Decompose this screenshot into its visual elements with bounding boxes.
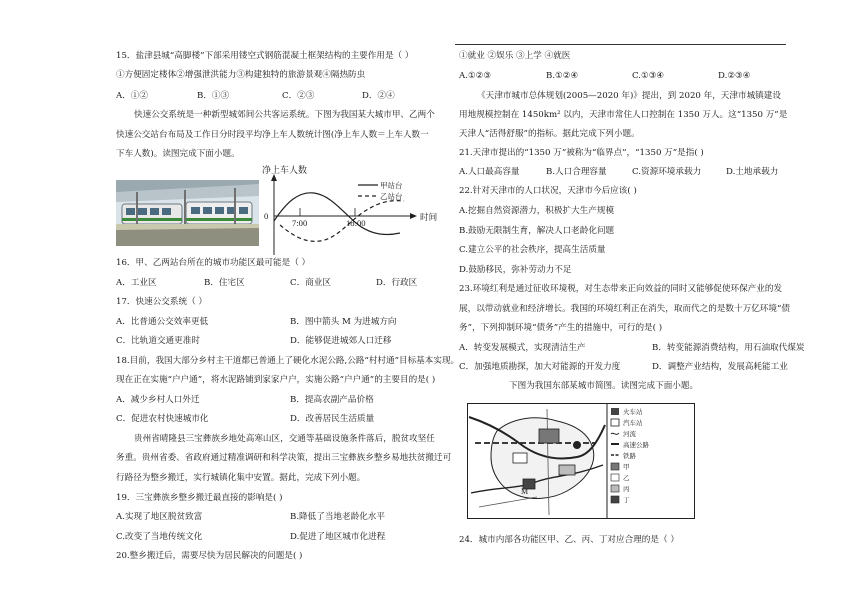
q20-option-a[interactable]: A.①②③ <box>459 71 492 81</box>
map-intro: 下图为我国东部某城市简图。读图完成下面小题。 <box>509 381 699 391</box>
q17-option-c[interactable]: C．比轨道交通更准时 <box>116 336 200 346</box>
intro-guizhou-line3: 行路径为整乡搬迁，实行城镇化集中安置。据此，完成下列小题。 <box>116 473 366 483</box>
q18-line1: 18.目前，我国大部分乡村主干道都已普通上了硬化水泥公路,公路“村村通”目标基本实现。 <box>116 356 460 366</box>
q23-line3: 务”，下列抑制环境“债务”产生的措施中，可行的是( ) <box>459 323 663 333</box>
intro-tianjin-line3: 天津人“活得舒服”的指标。据此完成下列小题。 <box>459 129 640 139</box>
q20-choices: ①就业 ②娱乐 ③上学 ④就医 <box>459 51 571 61</box>
intro-transit-line1: 快速公交系统是一种新型城郊间公共客运系统。下图为我国某大城市甲、乙两个 <box>134 110 435 120</box>
bus-station-photo <box>116 180 259 246</box>
q18-option-d[interactable]: D．改善居民生活质量 <box>290 414 375 424</box>
legend-bing: 丙 <box>623 486 630 493</box>
q24-stem: 24．城市内部各功能区甲、乙、丙、丁对应合理的是（ ） <box>459 535 679 545</box>
q19-option-a[interactable]: A.实现了地区脱贫致富 <box>116 512 203 522</box>
q17-option-d[interactable]: D．能够促进城郊人口迁移 <box>290 336 392 346</box>
q15-choices: ①方便固定楼体②增强泄洪能力③构建独特的旅游景观④隔热防虫 <box>116 70 366 80</box>
y-axis-label: 净上车人数 <box>262 165 308 175</box>
q21-option-a[interactable]: A.人口最高容量 <box>459 167 520 177</box>
legend-bus-station-icon <box>611 419 619 426</box>
q16-option-b[interactable]: B．住宅区 <box>204 278 245 288</box>
intro-guizhou-line1: 贵州省晴隆县三宝彝族乡地处高寒山区，交通等基础设施条件落后，脱贫攻坚任 <box>134 434 435 444</box>
q18-line2: 现在正在实施“户户通”，将水泥路铺到家家户户，实施公路“户户通”的主要目的是( ) <box>116 375 436 385</box>
legend-yi: 乙 <box>623 475 630 482</box>
q20-stem: 20.整乡搬迁后，需要尽快为居民解决的问题是( ) <box>116 551 303 561</box>
net-boarding-chart <box>258 163 438 263</box>
q23-line1: 23.环境红利是通过征收环境税，对生态带来正向效益的同时又能够促使环保产业的发 <box>459 284 783 294</box>
legend-yi-icon <box>611 474 619 481</box>
intro-tianjin-line1: 《天津市城市总体规划(2005—2020 年)》提出，到 2020 年，天津市城镇建设 <box>477 91 781 101</box>
intro-transit-line3: 下车人数)。读图完成下面小题。 <box>116 149 240 159</box>
q19-stem: 19．三宝彝族乡整乡搬迁最直接的影响是( ) <box>116 493 283 503</box>
legend-jia-label: 甲站台 <box>380 181 403 190</box>
q23-option-c[interactable]: C．加强地质勘探，加大对能源的开发力度 <box>459 362 621 372</box>
tick-label-18: 18:00 <box>346 218 366 228</box>
legend-bus-station: 汽车站 <box>623 420 643 427</box>
q15-option-b[interactable]: B．①③ <box>197 91 230 101</box>
legend-jia: 甲 <box>623 464 630 471</box>
legend-ding: 丁 <box>623 497 630 504</box>
intro-tianjin-line2: 用地规模控制在 1450km² 以内，天津市常住人口控制在 1350 万人。这“1350 万”是 <box>459 110 788 120</box>
legend-yi-label: 乙站台 <box>380 192 403 201</box>
q22-option-c[interactable]: C.建立公平的社会秩序，提高生活质量 <box>459 245 606 255</box>
header-rule <box>455 44 786 45</box>
q15-option-a[interactable]: A．①② <box>116 91 148 101</box>
zero-label: 0 <box>264 211 269 221</box>
x-axis-arrow <box>410 213 417 219</box>
legend-bing-icon <box>611 485 619 492</box>
q15-option-c[interactable]: C．②③ <box>282 91 315 101</box>
q19-option-b[interactable]: B.降低了当地老龄化水平 <box>290 512 385 522</box>
q18-option-a[interactable]: A．减少乡村人口外迁 <box>116 395 200 405</box>
q23-option-a[interactable]: A．转变发展模式，实现清洁生产 <box>459 343 586 353</box>
legend-train-station-icon <box>611 408 619 415</box>
q21-option-b[interactable]: B.人口合理容量 <box>546 167 607 177</box>
q16-option-a[interactable]: A．工业区 <box>116 278 157 288</box>
q18-option-b[interactable]: B．提高农副产品价格 <box>290 395 374 405</box>
city-map <box>467 403 695 519</box>
intro-guizhou-line2: 务重。贵州省委、省政府通过精准调研和科学决策，提出三宝彝族乡整乡易地扶贫搬迁可 <box>116 453 452 463</box>
q16-option-c[interactable]: C．商业区 <box>290 278 331 288</box>
legend-river: 河流 <box>623 431 636 438</box>
q21-option-d[interactable]: D.土地承载力 <box>726 167 779 177</box>
q17-stem: 17．快速公交系统（ ） <box>116 297 208 307</box>
q18-option-c[interactable]: C．促进农村快速城市化 <box>116 414 209 424</box>
q23-option-b[interactable]: B．转变能源消费结构，用石油取代煤炭 <box>652 343 805 353</box>
q22-stem: 22.针对天津市的人口状况，天津市今后应该( ) <box>459 186 637 196</box>
intro-transit-line2: 快速公交站台布局及工作日分时段平均净上车人数统计图(净上车人数＝上车人数一 <box>116 130 429 140</box>
q15-stem: 15．盐津县城“高脚楼”下部采用镂空式钢筋混凝土框架结构的主要作用是（ ） <box>116 51 414 61</box>
q16-option-d[interactable]: D．行政区 <box>376 278 418 288</box>
q21-stem: 21.天津市提出的“1350 万”被称为“临界点”，“1350 万”是指( ) <box>459 148 704 158</box>
q20-option-b[interactable]: B.①②④ <box>546 71 579 81</box>
q19-option-d[interactable]: D.促进了地区城市化进程 <box>290 532 386 542</box>
q23-option-d[interactable]: D．调整产业结构，发展高耗能工业 <box>652 362 788 372</box>
legend-jia-icon <box>611 463 619 470</box>
q20-option-d[interactable]: D.②③④ <box>718 71 751 81</box>
q23-line2: 展，以带动就业和经济增长。我国的环境红利正在消失，取而代之的是数十万亿环境“债 <box>459 304 790 314</box>
q17-option-a[interactable]: A．比普通公交效率更低 <box>116 317 209 327</box>
q21-option-c[interactable]: C.资源环境承载力 <box>632 167 702 177</box>
x-axis-label: 时间 <box>420 212 438 222</box>
legend-ding-icon <box>611 496 619 503</box>
legend-railway: 铁路 <box>623 453 636 460</box>
y-axis-arrow <box>271 174 277 181</box>
map-label-m: M <box>521 487 529 496</box>
q22-option-d[interactable]: D.鼓励移民，弥补劳动力不足 <box>459 265 572 275</box>
tick-label-7: 7:00 <box>292 218 308 228</box>
legend-train-station: 火车站 <box>623 409 643 416</box>
q19-option-c[interactable]: C.改变了当地传统文化 <box>116 532 203 542</box>
legend-highway: 高速公路 <box>623 442 649 449</box>
q20-option-c[interactable]: C.①③④ <box>632 71 665 81</box>
q17-option-b[interactable]: B．图中箭头 M 为进城方向 <box>290 317 397 327</box>
q16-stem: 16．甲、乙两站台所在的城市功能区最可能是（ ） <box>116 258 311 268</box>
q22-option-b[interactable]: B.鼓励无限制生育，解决人口老龄化问题 <box>459 226 615 236</box>
q22-option-a[interactable]: A.挖掘自然资源潜力，积极扩大生产规模 <box>459 206 615 216</box>
q15-option-d[interactable]: D．②④ <box>362 91 395 101</box>
